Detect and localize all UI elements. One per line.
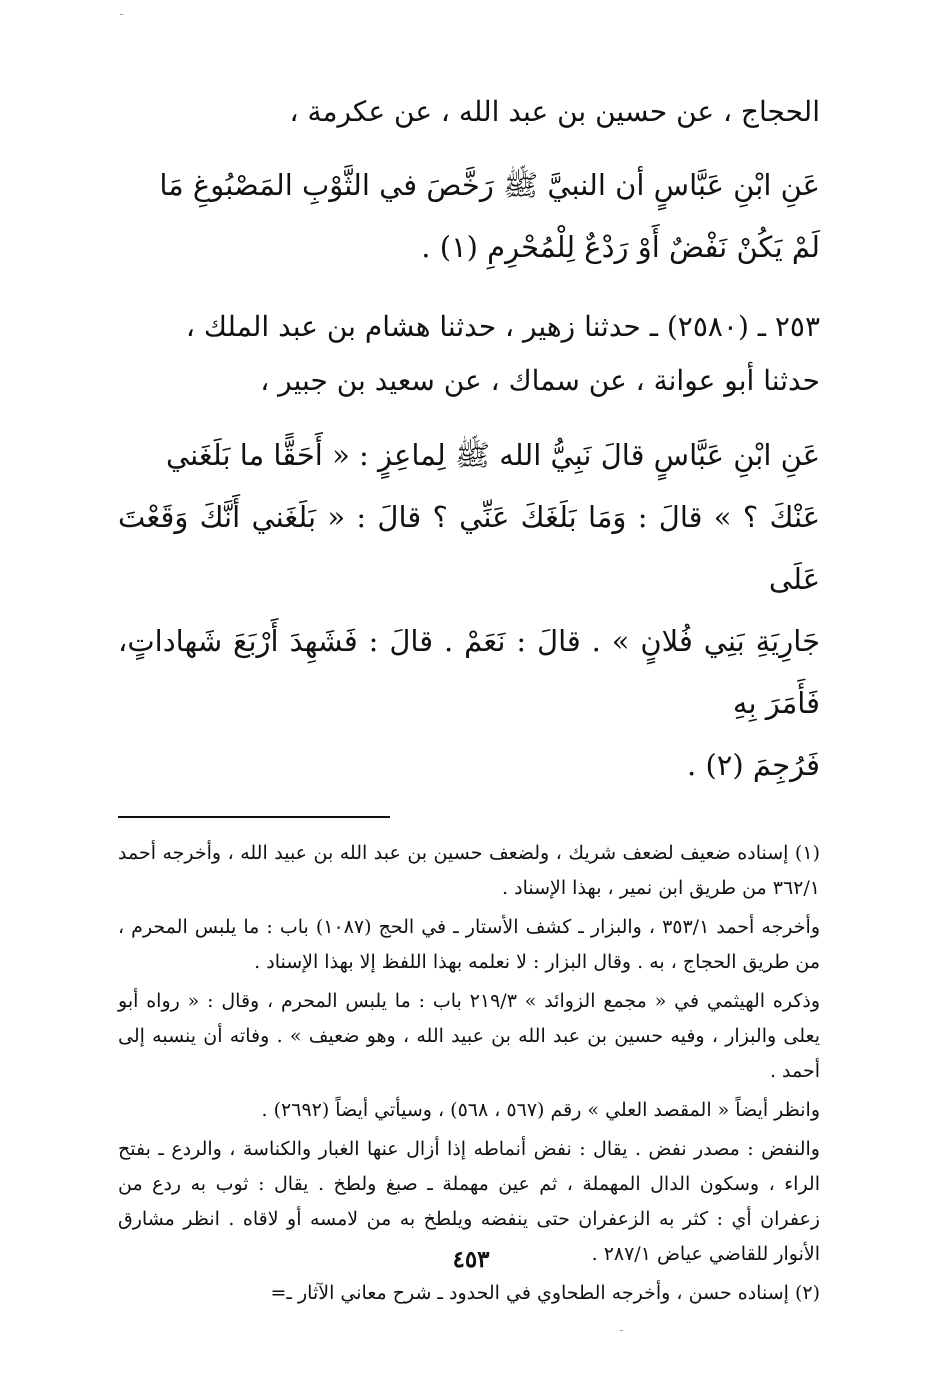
hadith-1-line-2: لَمْ يَكُنْ نَفْضٌ أَوْ رَدْعٌ لِلْمُحْرِمِ (١) .: [421, 230, 820, 264]
hadith-253-text-line-4: فَرُجِمَ (٢) .: [687, 748, 820, 782]
footnotes: [118, 836, 820, 1311]
hadith-253-chain-line-1: ٢٥٣ ـ (٢٥٨٠) ـ حدثنا زهير ، حدثنا هشام بن عبد الملك ،: [185, 310, 820, 343]
hadith-253-chain-line-2: حدثنا أبو عوانة ، عن سماك ، عن سعيد بن جبير ،: [260, 364, 820, 397]
page-body: [118, 86, 820, 1315]
hadith-253-text-line-2: عَنْكَ ؟ » قالَ : وَمَا بَلَغَكَ عَنِّي ؟ قالَ : « بَلَغَني أَنَّكَ وَقَعْتَ عَلَى: [118, 500, 820, 596]
hadith-253-text-line-1: عَنِ ابْنِ عَبَّاسٍ قالَ نَبِيُّ الله ﷺ لِماعِزٍ : « أَحَقًّا ما بَلَغَني: [165, 438, 820, 472]
hadith-1-line-1: عَنِ ابْنِ عَبَّاسٍ أن النبيَّ ﷺ رَخَّصَ في الثَّوْبِ المَصْبُوغِ مَا: [159, 168, 820, 202]
intro-line: الحجاج ، عن حسين بن عبد الله ، عن عكرمة ،: [289, 95, 820, 128]
footnote-separator: [118, 816, 390, 818]
footnote-1-para-2: وأخرجه أحمد ٣٥٣/١ ، والبزار ـ كشف الأستار ـ في الحج (١٠٨٧) باب : ما يلبس المحرم ، من طريق الحجاج ، به . وقال البزار : لا نعلمه بهذا اللفظ إلا بهذا الإسناد .: [118, 916, 820, 973]
footnote-1-para-4: وانظر أيضاً « المقصد العلي » رقم (٥٦٧ ، ٥٦٨) ، وسيأتي أيضاً (٢٦٩٢) .: [261, 1099, 820, 1121]
footnote-separator-wrap: [118, 796, 820, 836]
page-number: ٤٥٣: [452, 1246, 490, 1273]
footnote-2-para-1: (٢) إسناده حسن ، وأخرجه الطحاوي في الحدود ـ شرح معاني الآثار ـ=: [270, 1282, 820, 1304]
hadith-253-text-line-3: جَارِيَةِ بَنِي فُلانٍ » . قالَ : نَعَمْ . قالَ : فَشَهِدَ أَرْبَعَ شَهاداتٍ، فَأَمَرَ بِهِ: [118, 624, 820, 720]
scan-speck: [120, 14, 123, 15]
footnote-1-para-3: وذكره الهيثمي في « مجمع الزوائد » ٢١٩/٣ باب : ما يلبس المحرم ، وقال : « رواه أبو يعلى والبزار ، وفيه حسين بن عبد الله بن عبيد الله ، وهو ضعيف » . وفاته أن ينسبه إلى أحمد .: [118, 990, 821, 1082]
scan-speck: [620, 1330, 623, 1331]
footnote-1-para-5: والنفض : مصدر نفض . يقال : نفض أنماطه إذا أزال عنها الغبار والكناسة ، والردع ـ بفتح الراء ، وسكون الدال المهملة ، ثم عين مهملة ـ صبغ ولطخ . يقال : ثوب به ردع من زعفران أي : كثر به الزعفران حتى ينفضه ويلطخ به من لامسه أو لاقاه . انظر مشارق الأنوار للقاضي عياض ٢٨٧/١ .: [118, 1138, 820, 1265]
footnote-1-para-1: (١) إسناده ضعيف لضعف شريك ، ولضعف حسين بن عبد الله بن عبيد الله ، وأخرجه أحمد ٣٦٢/١ من طريق ابن نمير ، بهذا الإسناد .: [118, 842, 820, 899]
